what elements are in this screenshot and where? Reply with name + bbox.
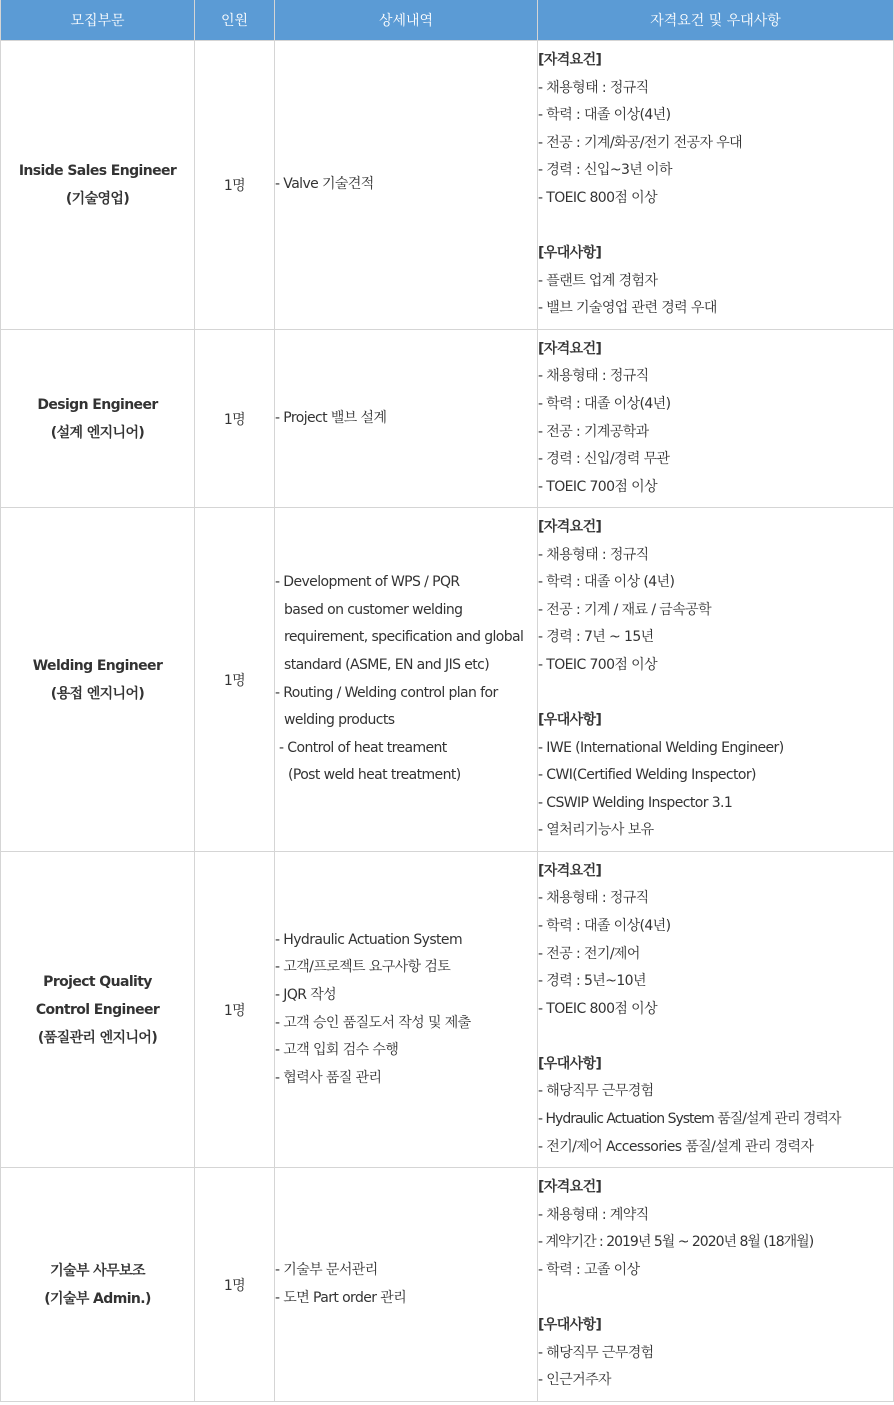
requirement-line: - 경력 : 5년~10년	[538, 973, 646, 990]
detail-line: standard (ASME, EN and JIS etc)	[284, 656, 490, 673]
detail-cell	[275, 1168, 538, 1402]
section-gap	[538, 1285, 893, 1313]
detail-line: requirement, specification and global	[284, 629, 524, 646]
qualification-cell	[538, 508, 894, 852]
dept-korean: (품질관리 엔지니어)	[37, 1029, 158, 1046]
preference-line: - 해당직무 근무경험	[538, 1083, 654, 1100]
dept-korean: (기술부 Admin.)	[44, 1290, 151, 1307]
detail-line: - 고객 입회 검수 수행	[275, 1042, 399, 1059]
detail-line: - JQR 작성	[275, 986, 337, 1003]
qualification-cell	[538, 330, 894, 508]
detail-line: - 도면 Part order 관리	[275, 1289, 407, 1306]
requirements-title: [자격요건]	[538, 340, 602, 357]
requirements-title: [자격요건]	[538, 862, 602, 879]
dept-name: Inside Sales Engineer	[18, 163, 177, 179]
header-qualifications: 자격요건 및 우대사항	[538, 0, 894, 41]
section-gap	[538, 680, 893, 708]
preference-line: - 열처리기능사 보유	[538, 822, 654, 839]
detail-line: - Routing / Welding control plan for	[275, 684, 498, 701]
header-dept: 모집부문	[1, 0, 195, 41]
detail-line: welding products	[284, 712, 395, 729]
qualification-cell	[538, 852, 894, 1168]
dept-name: Design Engineer	[37, 396, 158, 413]
count-cell: 1명	[195, 41, 275, 330]
preferences-title: [우대사항]	[538, 245, 602, 262]
preferences-title: [우대사항]	[538, 712, 602, 729]
preference-line: - CSWIP Welding Inspector 3.1	[538, 794, 733, 811]
table-header-row	[1, 0, 894, 41]
requirement-line: - 학력 : 대졸 이상(4년)	[538, 917, 671, 934]
detail-line: - Hydraulic Actuation System	[275, 931, 462, 948]
requirement-line: - TOEIC 800점 이상	[538, 190, 658, 206]
detail-cell	[275, 508, 538, 852]
requirement-line: - 학력 : 고졸 이상	[538, 1261, 640, 1278]
requirements-title: [자격요건]	[538, 518, 602, 535]
requirement-line: - 전공 : 전기/제어	[538, 945, 640, 962]
count-cell: 1명	[195, 852, 275, 1168]
preference-line: - CWI(Certified Welding Inspector)	[538, 767, 756, 784]
detail-line: - Project 밸브 설계	[275, 409, 387, 426]
section-gap	[538, 1023, 893, 1051]
dept-name: 기술부 사무보조	[50, 1262, 145, 1279]
requirement-line: - 계약기간 : 2019년 5월 ~ 2020년 8월 (18개월)	[538, 1234, 814, 1251]
requirement-line: - 전공 : 기계/화공/전기 전공자 우대	[538, 134, 743, 151]
requirement-line: - 학력 : 대졸 이상 (4년)	[538, 574, 675, 591]
detail-line: - 협력사 품질 관리	[275, 1069, 382, 1086]
requirement-line: - 전공 : 기계공학과	[538, 423, 649, 440]
preference-line: - 플랜트 업계 경험자	[538, 272, 658, 289]
qualification-cell	[538, 1168, 894, 1402]
detail-line: - 고객 승인 품질도서 작성 및 제출	[275, 1014, 471, 1031]
count-cell: 1명	[195, 1168, 275, 1402]
detail-line: - 고객/프로젝트 요구사항 검토	[275, 959, 451, 976]
requirement-line: - 경력 : 7년 ~ 15년	[538, 629, 654, 646]
preferences-title: [우대사항]	[538, 1317, 602, 1334]
qualification-cell	[538, 41, 894, 330]
requirement-line: - 경력 : 신입~3년 이하	[538, 162, 672, 179]
dept-name: Control Engineer	[35, 1001, 160, 1018]
preferences-title: [우대사항]	[538, 1055, 602, 1072]
table-row	[1, 852, 894, 1168]
requirement-line: - TOEIC 800점 이상	[538, 1000, 658, 1017]
requirement-line: - 채용형태 : 계약직	[538, 1206, 649, 1223]
dept-korean: (용접 엔지니어)	[50, 685, 145, 702]
dept-cell	[1, 330, 195, 508]
table-row	[1, 41, 894, 330]
preference-line: - Hydraulic Actuation System 품질/설계 관리 경력자	[538, 1111, 841, 1128]
detail-line: (Post weld heat treatment)	[288, 767, 461, 784]
preference-line: - 전기/제어 Accessories 품질/설계 관리 경력자	[538, 1138, 814, 1155]
table-row	[1, 330, 894, 508]
detail-line: - 기술부 문서관리	[275, 1261, 378, 1278]
preference-line: - 해당직무 근무경험	[538, 1344, 654, 1361]
preference-line: - 인근거주자	[538, 1372, 611, 1389]
detail-cell	[275, 41, 538, 330]
dept-cell	[1, 41, 195, 330]
requirements-title: [자격요건]	[538, 1179, 602, 1196]
detail-cell	[275, 852, 538, 1168]
dept-korean: (기술영업)	[65, 191, 130, 207]
section-gap	[538, 213, 893, 241]
requirement-line: - TOEIC 700점 이상	[538, 478, 658, 495]
dept-cell	[1, 1168, 195, 1402]
detail-cell	[275, 330, 538, 508]
requirement-line: - 채용형태 : 정규직	[538, 79, 649, 96]
requirement-line: - 전공 : 기계 / 재료 / 금속공학	[538, 601, 711, 618]
dept-name: Project Quality	[43, 973, 152, 990]
header-count: 인원	[195, 0, 275, 41]
detail-line: - Control of heat treament	[279, 739, 447, 756]
header-detail: 상세내역	[275, 0, 538, 41]
requirement-line: - 경력 : 신입/경력 무관	[538, 451, 670, 468]
requirement-line: - 채용형태 : 정규직	[538, 368, 649, 385]
detail-line: - Valve 기술견적	[275, 176, 374, 193]
dept-cell	[1, 852, 195, 1168]
dept-name: Welding Engineer	[32, 657, 163, 674]
table-row	[1, 1168, 894, 1402]
preference-line: - 밸브 기술영업 관련 경력 우대	[538, 300, 717, 317]
count-cell: 1명	[195, 508, 275, 852]
requirement-line: - 채용형태 : 정규직	[538, 890, 649, 907]
requirement-line: - 학력 : 대졸 이상(4년)	[538, 395, 671, 412]
detail-line: based on customer welding	[284, 601, 463, 618]
dept-korean: (설계 엔지니어)	[50, 424, 145, 441]
preference-line: - IWE (International Welding Engineer)	[538, 739, 784, 756]
detail-line: - Development of WPS / PQR	[275, 574, 460, 591]
dept-cell	[1, 508, 195, 852]
count-cell: 1명	[195, 330, 275, 508]
requirement-line: - 학력 : 대졸 이상(4년)	[538, 107, 671, 124]
requirements-title: [자격요건]	[538, 52, 602, 69]
requirement-line: - 채용형태 : 정규직	[538, 546, 649, 563]
table-row	[1, 508, 894, 852]
requirement-line: - TOEIC 700점 이상	[538, 656, 658, 673]
